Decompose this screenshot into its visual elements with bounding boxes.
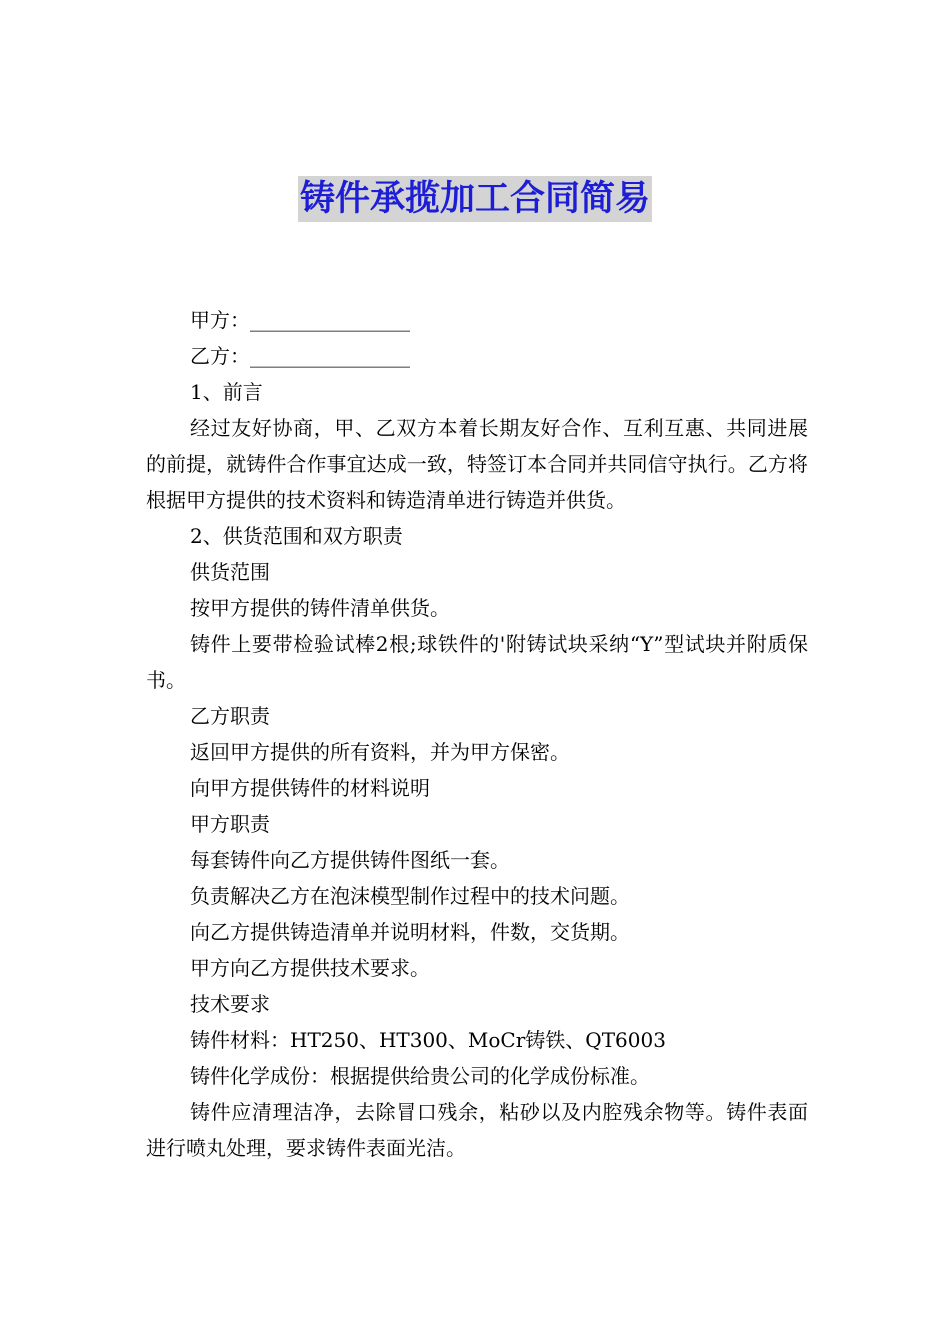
paragraph-cleaning: 铸件应清理洁净，去除冒口残余，粘砂以及内腔残余物等。铸件表面进行喷丸处理，要求铸件表面光洁。 [146, 1100, 808, 1160]
party-a-line: 甲方：________________ [190, 308, 410, 332]
section-heading-scope: 2、供货范围和双方职责 [190, 524, 403, 548]
paragraph-preface: 经过友好协商，甲、乙双方本着长期友好合作、互利互惠、共同进展的前提，就铸件合作事宜达成一致，特签订本合同并共同信守执行。乙方将根据甲方提供的技术资料和铸造清单进行铸造并供货。 [146, 416, 808, 512]
subheading-party-b-duties: 乙方职责 [190, 704, 270, 728]
subheading-technical-requirements: 技术要求 [190, 992, 270, 1016]
paragraph-test-bars: 铸件上要带检验试棒2根;球铁件的'附铸试块采纳“Y”型试块并附质保书。 [146, 632, 808, 692]
paragraph-drawings: 每套铸件向乙方提供铸件图纸一套。 [190, 848, 510, 872]
paragraph-chemical-composition: 铸件化学成份：根据提供给贵公司的化学成份标准。 [190, 1064, 650, 1088]
subheading-party-a-duties: 甲方职责 [190, 812, 270, 836]
paragraph-casting-materials: 铸件材料：HT250、HT300、MoCr铸铁、QT6003 [190, 1028, 666, 1052]
paragraph-material-description: 向甲方提供铸件的材料说明 [190, 776, 430, 800]
document-title: 铸件承揽加工合同简易 [298, 176, 652, 222]
paragraph-casting-list: 向乙方提供铸造清单并说明材料，件数，交货期。 [190, 920, 630, 944]
section-heading-preface: 1、前言 [190, 380, 263, 404]
paragraph-return-materials: 返回甲方提供的所有资料，并为甲方保密。 [190, 740, 570, 764]
party-b-line: 乙方：________________ [190, 344, 410, 368]
title-container [0, 176, 950, 222]
paragraph-supply-list: 按甲方提供的铸件清单供货。 [190, 596, 450, 620]
paragraph-technical-issues: 负责解决乙方在泡沫模型制作过程中的技术问题。 [190, 884, 630, 908]
document-body [146, 302, 808, 1166]
paragraph-technical-requirements-provided: 甲方向乙方提供技术要求。 [190, 956, 430, 980]
subheading-supply-scope: 供货范围 [190, 560, 270, 584]
